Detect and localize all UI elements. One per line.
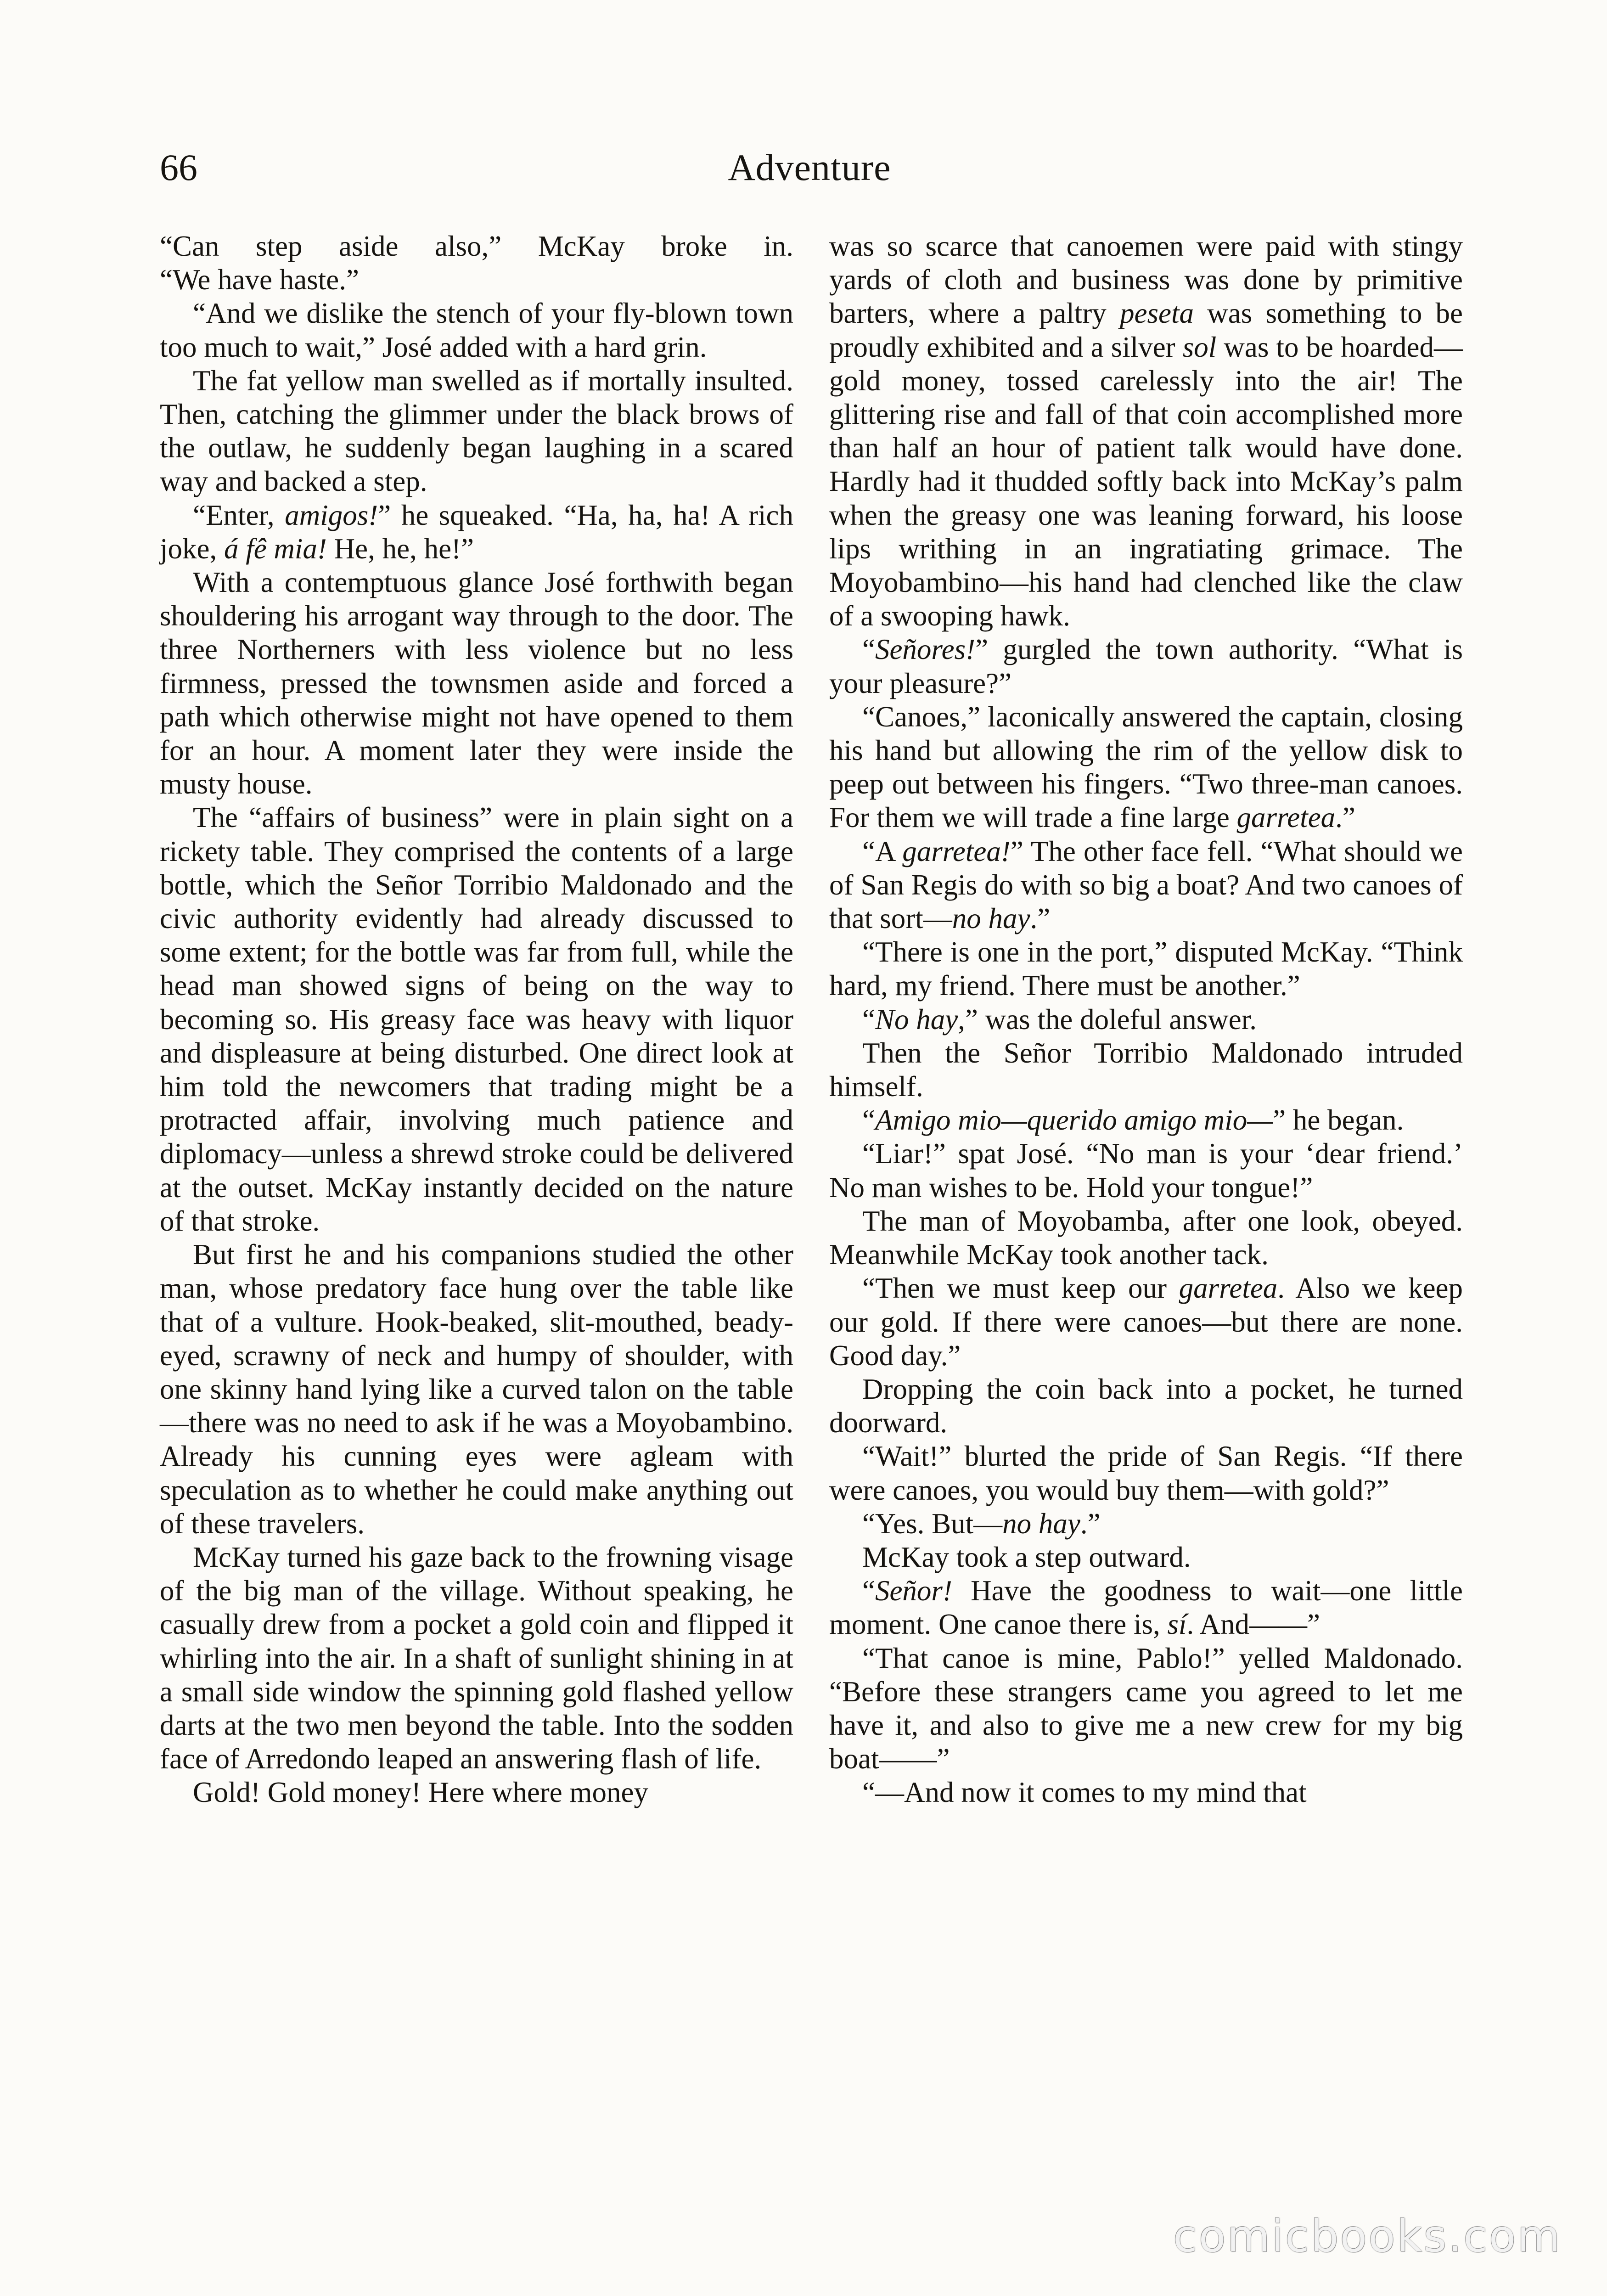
paragraph: The “affairs of business” were in plain sight on a rickety table. They comprised the contents of a large bottle, which the Señor Torribio Maldonado and the civic authority evidently had already discussed to some extent; for the bottle was far from full, while the head man showed signs of being on the way to becoming so. His greasy face was heavy with liquor and displeasure at being disturbed. One direct look at him told the newcomers that trading might be a protracted affair, involving much patience and diplomacy—unless a shrewd stroke could be delivered at the outset. McKay instantly decided on the nature of that stroke. <box>160 801 793 1237</box>
paragraph: “No hay,” was the doleful answer. <box>862 1003 1257 1035</box>
paragraph: “Señores!” gurgled the town authority. “What is your pleasure?” <box>829 633 1463 699</box>
page-header <box>160 142 1459 193</box>
left-column <box>160 230 793 1810</box>
paragraph: “Wait!” blurted the pride of San Regis. “If there were canoes, you would buy them—with gold?” <box>829 1440 1463 1506</box>
running-head: Adventure <box>728 146 891 188</box>
paragraph: With a contemptuous glance José forthwith began shouldering his arrogant way through to the door. The three Northerners with less violence but no less firmness, pressed the townsmen aside and forced a path which otherwise might not have opened to them for an hour. A moment later they were inside the musty house. <box>160 566 793 800</box>
paragraph: was so scarce that canoemen were paid with stingy yards of cloth and business was done by primitive barters, where a paltry peseta was something to be proudly exhibited and a silver sol was to be hoarded—gold money, tossed carelessly into the air! The glittering rise and fall of that coin accomplished more than half an hour of patient talk would have done. Hardly had it thudded softly back into McKay’s palm when the greasy one was leaning forward, his loose lips writhing in an ingratiating grimace. The Moyobambino—his hand had clenched like the claw of a swooping hawk. <box>829 230 1463 632</box>
paragraph: “Enter, amigos!” he squeaked. “Ha, ha, ha! A rich joke, á fê mia! He, he, he!” <box>160 499 793 565</box>
paragraph: “We have haste.” <box>160 264 359 296</box>
paragraph: But first he and his companions studied the other man, whose predatory face hung over the table like that of a vulture. Hook-beaked, slit-mouthed, beady-eyed, scrawny of neck and humpy of shoulder, with one skinny hand lying like a curved talon on the table—there was no need to ask if he was a Moyobambino. Already his cunning eyes were agleam with speculation as to whether he could make anything out of these travelers. <box>160 1238 793 1540</box>
paragraph: The fat yellow man swelled as if mortally insulted. Then, catching the glimmer under the black brows of the outlaw, he suddenly began laughing in a scared way and backed a step. <box>160 364 793 498</box>
paragraph: “Amigo mio—querido amigo mio—” he began. <box>862 1104 1404 1137</box>
paragraph: “Yes. But—no hay.” <box>862 1507 1101 1540</box>
paragraph: McKay turned his gaze back to the frowning visage of the big man of the village. Without speaking, he casually drew from a pocket a gold coin and flipped it whirling into the air. In a shaft of sunlight shining in at a small side window the spinning gold flashed yellow darts at the two men beyond the table. Into the sodden face of Arredondo leaped an answering flash of life. <box>160 1541 793 1775</box>
paragraph: “—And now it comes to my mind that <box>862 1776 1307 1809</box>
paragraph: “Canoes,” laconically answered the captain, closing his hand but allowing the rim of the yellow disk to peep out between his fingers. “Two three-man canoes. For them we will trade a fine large garretea.” <box>829 700 1463 834</box>
paragraph: “A garretea!” The other face fell. “What should we of San Regis do with so big a boat? And two canoes of that sort—no hay.” <box>829 835 1463 935</box>
site-watermark: comicbooks.com <box>1173 2211 1562 2262</box>
paragraph: The man of Moyobamba, after one look, obeyed. Meanwhile McKay took another tack. <box>829 1204 1463 1271</box>
paragraph: Dropping the coin back into a pocket, he turned doorward. <box>829 1373 1463 1439</box>
paragraph: McKay took a step outward. <box>862 1541 1191 1573</box>
paragraph: “And we dislike the stench of your fly-blown town too much to wait,” José added with a hard grin. <box>160 297 793 363</box>
right-column <box>829 230 1463 1810</box>
paragraph: “Liar!” spat José. “No man is your ‘dear friend.’ No man wishes to be. Hold your tongue!” <box>829 1137 1463 1204</box>
paragraph: “There is one in the port,” disputed McKay. “Think hard, my friend. There must be another.” <box>829 936 1463 1002</box>
paragraph: Then the Señor Torribio Maldonado intruded himself. <box>829 1036 1463 1103</box>
paragraph: “Señor! Have the goodness to wait—one little moment. One canoe there is, sí. And——” <box>829 1575 1463 1641</box>
paragraph: “Can step aside also,” McKay broke in. <box>160 230 793 262</box>
paragraph: “Then we must keep our garretea. Also we keep our gold. If there were canoes—but there are none. Good day.” <box>829 1272 1463 1372</box>
paragraph: Gold! Gold money! Here where money <box>193 1776 648 1809</box>
paragraph: “That canoe is mine, Pablo!” yelled Maldonado. “Before these strangers came you agreed to let me have it, and also to give me a new crew for my big boat——” <box>829 1642 1463 1775</box>
page-number: 66 <box>160 146 197 188</box>
